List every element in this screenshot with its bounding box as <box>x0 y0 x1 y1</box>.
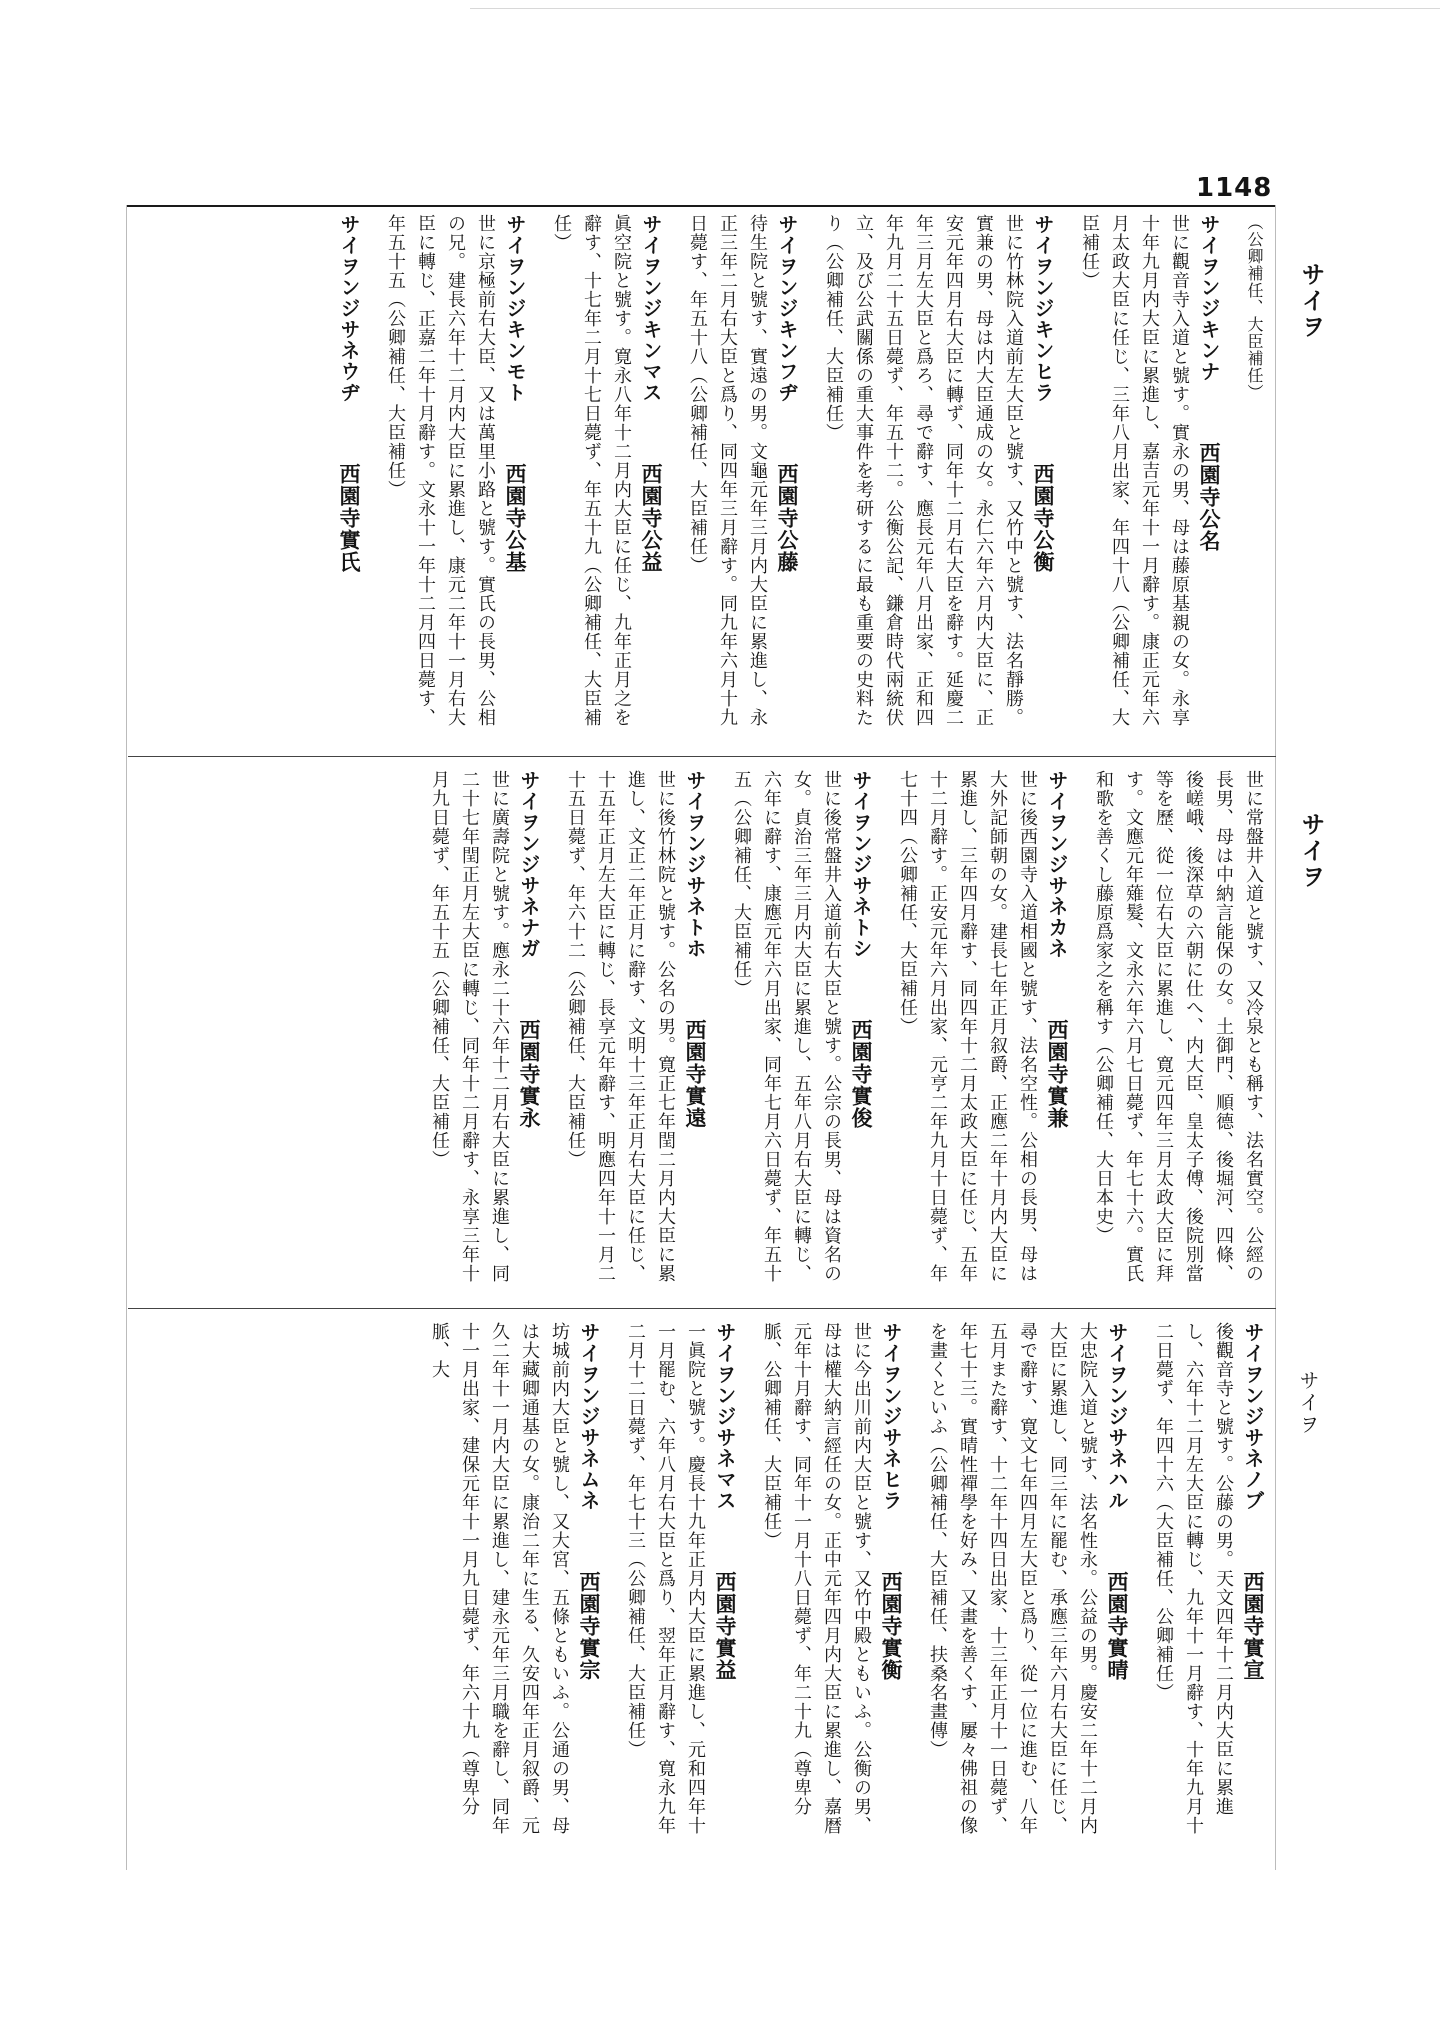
entry-kinna <box>1074 214 1224 734</box>
entry-sanemune <box>424 1322 604 1842</box>
entry-heading: サイヲンジサネトシ西園寺實俊 <box>846 770 876 1290</box>
index-guide-top: サイヲ <box>1297 262 1325 340</box>
entry-kinfuji <box>682 214 802 734</box>
entry-name: 西園寺實宗 <box>577 1571 602 1681</box>
entry-heading: サイヲンジサネウヂ西園寺實氏 <box>334 214 364 573</box>
entry-body: 世に今出川前内大臣と號す、又竹中殿ともいふ。公衡の男、母は權大納言經任の女。正中元年四月内大臣に累進し、嘉暦元年十月辭す、同年十一月十八日薨ず、年二十九（尊卑分脈、公卿補任、大臣補任） <box>761 1322 872 1835</box>
entry-body: 世に後西園寺入道相國と號す、法名空性。公相の長男、母は大外記師朝の女。建長七年正月叙爵、正應二年十月内大臣に累進し、三年四月辭す、同四年十二月太政大臣に任じ、五年十二月辭す。正安元年六月出家、元亨二年九月十日薨ず、年七十四（公卿補任、大臣補任） <box>897 770 1038 1283</box>
entry-name: 西園寺公衡 <box>1031 463 1056 573</box>
entry-sanehira <box>756 1322 906 1842</box>
frame-right-edge <box>1275 205 1276 1870</box>
entry-body: 後觀音寺と號す。公藤の男。天文四年十二月内大臣に累進し、六年十二月左大臣に轉じ、九年十一月辭す、十年九月十二日薨ず、年四十六（大臣補任、公卿補任） <box>1153 1322 1234 1835</box>
entry-name: 西園寺實俊 <box>849 1019 874 1129</box>
entry-heading: サイヲンジサネハル西園寺實晴 <box>1102 1322 1132 1842</box>
entry-body: 待生院と號す、實遠の男。文龜元年三月内大臣に累進し、永正三年二月右大臣と爲り、同四年三月辭す。同九年六月十九日薨す、年五十八（公卿補任、大臣補任） <box>687 214 768 727</box>
entry-body: 坊城前内大臣と號し、又大宮、五條ともいふ。公通の男、母は大藏卿通基の女。康治二年に生る、久安四年正月叙爵、元久二年十一月内大臣に累進し、建永元年三月職を辭し、同年十一月出家、建保元年十一月九日薨ず、年六十九（尊卑分脈、大 <box>429 1322 570 1835</box>
entry-saneuji-continued <box>1088 770 1268 1290</box>
entry-sanenaga <box>424 770 544 1290</box>
entry-sanemasu <box>620 1322 740 1842</box>
entry-name: 西園寺實兼 <box>1045 1019 1070 1129</box>
entry-name: 西園寺實宣 <box>1241 1571 1266 1681</box>
entry-name: 西園寺公基 <box>503 463 528 573</box>
entry-heading: サイヲンジキンヒラ西園寺公衡 <box>1028 214 1058 734</box>
band-divider <box>128 756 1276 757</box>
entry-body: 世に後竹林院と號す。公名の男。寛正七年閏二月内大臣に累進し、文正二年正月に辭す、文明十三年正月右大臣に任じ、十五年正月左大臣に轉じ、長享元年辭す、明應四年十一月二十五日薨ず、年六十二（公卿補任、大臣補任） <box>565 770 676 1283</box>
entry-body: 世に廣壽院と號す。應永二十六年十二月右大臣に累進し、同二十七年閏正月左大臣に轉じ、同年十二月辭す、永享三年十月九日薨ず、年五十五（公卿補任、大臣補任） <box>429 770 510 1283</box>
entry-heading: サイヲンジキンマス西園寺公益 <box>636 214 666 734</box>
band-divider <box>128 1308 1276 1309</box>
entry-saneharu <box>922 1322 1132 1842</box>
index-guide-middle: サイヲ <box>1297 812 1325 890</box>
entry-sanetoshi <box>726 770 876 1290</box>
entry-sanenobu <box>1148 1322 1268 1842</box>
entry-heading: サイヲンジサネヒラ西園寺實衡 <box>876 1322 906 1842</box>
entry-body: 世に竹林院入道前左大臣と號す、又竹中と號す、法名靜勝。實兼の男、母は内大臣通成の女。永仁六年六月内大臣に、正安元年四月右大臣に轉ず、同年十二月右大臣を辭す。延慶二年三月左大臣と爲ろ、尋で辭す、應長元年八月出家、正和四年九月二十五日薨ず、年五十二。公衡公記、鎌倉時代兩統伏立、及び公武關係の重大事件を考研するに最も重要の史料たり（公卿補任、大臣補任） <box>823 214 1024 727</box>
page-number: 1148 <box>1196 173 1273 203</box>
entry-heading: サイヲンジキンフヂ西園寺公藤 <box>772 214 802 734</box>
entry-kinmoto <box>380 214 530 734</box>
top-rule <box>470 8 1440 9</box>
entry-name: 西園寺公藤 <box>775 463 800 573</box>
entry-heading: サイヲンジキンモト西園寺公基 <box>500 214 530 734</box>
entry-kinmasu <box>546 214 666 734</box>
entry-kinhira <box>818 214 1058 734</box>
entry-heading: サイヲンジサネトホ西園寺實遠 <box>680 770 710 1290</box>
entry-name: 西園寺公名 <box>1197 442 1222 552</box>
index-guide-bottom: サイヲ <box>1296 1370 1320 1436</box>
entry-band-bottom <box>128 1322 1268 1862</box>
continued-citation: （公卿補任、大臣補任） <box>1245 214 1264 401</box>
entry-body: 一眞院と號す。慶長十九年正月内大臣に累進し、元和四年十一月罷む、六年八月右大臣と爲り、翌年正月辭す、寛永九年二月十二日薨ず、年七十三（公卿補任、大臣補任） <box>625 1322 706 1835</box>
entry-name: 西園寺公益 <box>639 463 664 573</box>
entry-name: 西園寺實永 <box>517 1019 542 1129</box>
entry-saneuji <box>334 214 364 573</box>
entry-heading: サイヲンジサネマス西園寺實益 <box>710 1322 740 1842</box>
entry-heading: サイヲンジキンナ西園寺公名 <box>1194 214 1224 734</box>
entry-name: 西園寺實氏 <box>337 463 362 573</box>
entry-sanetoho <box>560 770 710 1290</box>
entry-body: 世に後常盤井入道前右大臣と號す。公宗の長男、母は資名の女。貞治三年三月内大臣に累進し、五年八月右大臣に轉じ、六年に辭す、康應元年六月出家、同年七月六日薨ず、年五十五（公卿補任、大臣補任） <box>731 770 842 1283</box>
entry-body: 世に常盤井入道と號す、又冷泉とも稱す、法名實空。公經の長男、母は中納言能保の女。土御門、順德、後堀河、四條、後嵯峨、後深草の六朝に仕へ、内大臣、皇太子傅、後院別當等を歷、從一位右大臣に累進し、寛元四年三月太政大臣に拜す。文應元年薙髮、文永六年六月七日薨ず、年七十六。實氏和歌を善くし藤原爲家之を稱す（公卿補任、大日本史） <box>1093 770 1264 1283</box>
entry-heading: サイヲンジサネカネ西園寺實兼 <box>1042 770 1072 1290</box>
entry-band-top <box>128 214 1268 744</box>
entry-heading: サイヲンジサネムネ西園寺實宗 <box>574 1322 604 1842</box>
entry-name: 西園寺實遠 <box>683 1019 708 1129</box>
entry-sanekane <box>892 770 1072 1290</box>
entry-name: 西園寺實晴 <box>1105 1571 1130 1681</box>
entry-body: 眞空院と號す。寛永八年十二月内大臣に任じ、九年正月之を辭す、十七年二月十七日薨ず、年五十九（公卿補任、大臣補任） <box>551 214 632 727</box>
entry-heading: サイヲンジサネナガ西園寺實永 <box>514 770 544 1290</box>
entry-name: 西園寺實益 <box>713 1571 738 1681</box>
entry-body: 世に觀音寺入道と號す。實永の男、母は藤原基親の女。永享十年九月内大臣に累進し、嘉吉元年十一月辭す。康正元年六月太政大臣に任じ、三年八月出家、年四十八（公卿補任、大臣補任） <box>1079 214 1190 727</box>
entry-band-middle <box>128 770 1268 1295</box>
frame-left-edge <box>126 205 127 1870</box>
entry-heading: サイヲンジサネノブ西園寺實宣 <box>1238 1322 1268 1842</box>
entry-body: 世に京極前右大臣、又は萬里小路と號す。實氏の長男、公相の兄。建長六年十二月内大臣に累進し、康元二年十一月右大臣に轉じ、正嘉二年十月辭す。文永十一年十二月四日薨す、年五十五（公卿補任、大臣補任） <box>385 214 496 727</box>
entry-body: 大忠院入道と號す、法名性永。公益の男。慶安二年十二月内大臣に累進し、同三年に罷む、承應三年六月右大臣に任じ、尋で辭す、寛文七年四月左大臣と爲り、從一位に進む、八年五月また辭す、十二年十四日出家、十三年正月十一日薨ず、年七十三。實晴性禪學を好み、又畫を善くす、屢々佛祖の像を畫くといふ（公卿補任、大臣補任、扶桑名畫傳） <box>927 1322 1098 1835</box>
entry-name: 西園寺實衡 <box>879 1571 904 1681</box>
